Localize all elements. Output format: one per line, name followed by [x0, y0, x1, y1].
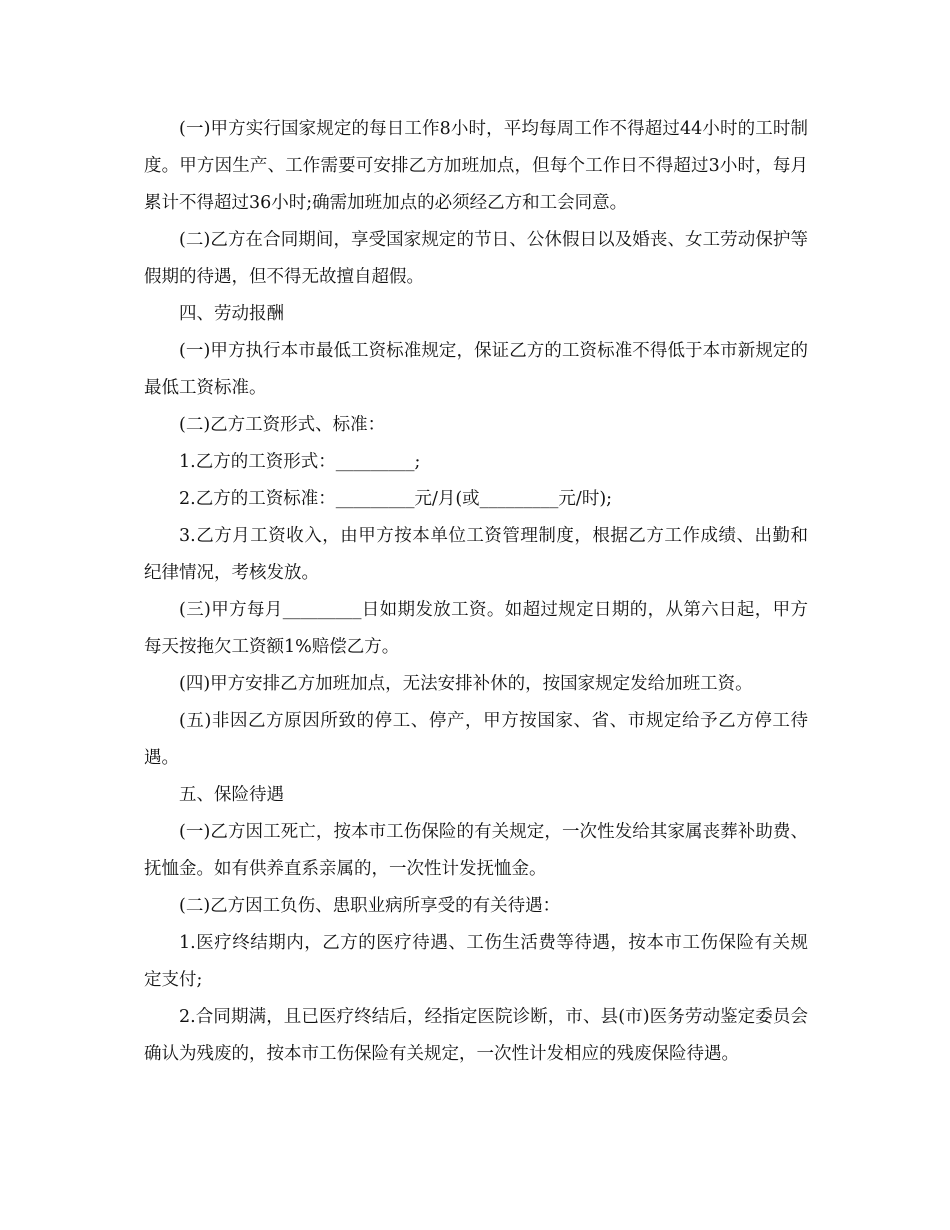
clause-wage-form-standard: (二)乙方工资形式、标准： — [179, 415, 386, 435]
item-wage-form: 1.乙方的工资形式：_________; — [179, 452, 421, 472]
clause-injury-benefits: (二)乙方因工负伤、患职业病所享受的有关待遇： — [179, 896, 561, 916]
clause-work-stoppage: (五)非因乙方原因所致的停工、停产，甲方按国家、省、市规定给予乙方停工待遇。 — [144, 711, 808, 768]
item-monthly-income: 3.乙方月工资收入，由甲方按本单位工资管理制度，根据乙方工作成绩、出勤和纪律情况，考核发放。 — [144, 526, 808, 583]
clause-minimum-wage: (一)甲方执行本市最低工资标准规定，保证乙方的工资标准不得低于本市新规定的最低工资标准。 — [144, 341, 808, 398]
section-heading-insurance: 五、保险待遇 — [179, 785, 284, 805]
item-medical-period: 1.医疗终结期内，乙方的医疗待遇、工伤生活费等待遇，按本市工伤保险有关规定支付; — [144, 933, 808, 990]
document-body — [144, 111, 808, 1073]
clause-holidays: (二)乙方在合同期间，享受国家规定的节日、公休假日以及婚丧、女工劳动保护等假期的待遇，但不得无故擅自超假。 — [144, 230, 808, 287]
item-wage-standard: 2.乙方的工资标准：_________元/月(或_________元/时); — [179, 489, 613, 509]
clause-pay-date: (三)甲方每月_________日如期发放工资。如超过规定日期的，从第六日起，甲方每天按拖欠工资额1%赔偿乙方。 — [144, 600, 808, 657]
clause-death-on-duty: (一)乙方因工死亡，按本市工伤保险的有关规定，一次性发给其家属丧葬补助费、抚恤金。如有供养直系亲属的，一次性计发抚恤金。 — [144, 822, 808, 879]
section-heading-remuneration: 四、劳动报酬 — [179, 304, 284, 324]
clause-overtime-pay: (四)甲方安排乙方加班加点，无法安排补休的，按国家规定发给加班工资。 — [179, 674, 753, 694]
item-disability: 2.合同期满，且已医疗终结后，经指定医院诊断，市、县(市)医务劳动鉴定委员会确认为残废的，按本市工伤保险有关规定，一次性计发相应的残废保险待遇。 — [144, 1007, 808, 1064]
clause-work-hours: (一)甲方实行国家规定的每日工作8小时，平均每周工作不得超过44小时的工时制度。甲方因生产、工作需要可安排乙方加班加点，但每个工作日不得超过3小时，每月累计不得超过36小时;确需加班加点的必须经乙方和工会同意。 — [144, 119, 808, 213]
